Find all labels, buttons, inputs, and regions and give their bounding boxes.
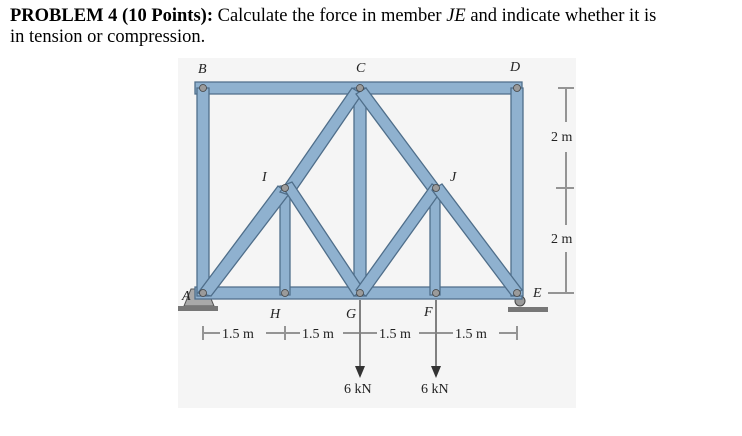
- label-E: E: [533, 286, 542, 301]
- pin-A: [200, 290, 207, 297]
- label-J: J: [450, 170, 457, 185]
- pin-C: [357, 85, 364, 92]
- pin-G: [357, 290, 364, 297]
- label-I: I: [262, 170, 267, 185]
- label-D: D: [510, 60, 521, 75]
- pin-D: [514, 85, 521, 92]
- load-label-G: 6 kN: [344, 382, 372, 397]
- problem-text-after: and indicate whether it is: [470, 6, 657, 26]
- label-B: B: [198, 62, 207, 77]
- dim-v-1: 2 m: [551, 130, 573, 145]
- label-G: G: [346, 307, 357, 322]
- member-DE-right-post: [511, 88, 523, 296]
- problem-text-before: Calculate the force in member: [217, 6, 442, 26]
- problem-line-2: in tension or compression.: [10, 27, 206, 47]
- pin-F: [433, 290, 440, 297]
- label-A: A: [182, 289, 191, 304]
- pin-B: [200, 85, 207, 92]
- member-CG-center-post: [354, 88, 366, 296]
- label-F: F: [424, 305, 433, 320]
- pin-J: [433, 185, 440, 192]
- problem-heading: PROBLEM 4 (10 Points):: [10, 6, 213, 26]
- pin-H: [282, 290, 289, 297]
- label-C: C: [356, 61, 366, 76]
- dim-h-1: 1.5 m: [222, 327, 254, 342]
- label-H: H: [270, 307, 281, 322]
- pin-E: [514, 290, 521, 297]
- member-AB-left-post: [197, 88, 209, 296]
- load-label-F: 6 kN: [421, 382, 449, 397]
- dim-h-4: 1.5 m: [455, 327, 487, 342]
- dim-h-3: 1.5 m: [379, 327, 411, 342]
- dim-v-2: 2 m: [551, 232, 573, 247]
- pin-I: [282, 185, 289, 192]
- problem-member: JE: [446, 6, 466, 26]
- dim-h-2: 1.5 m: [302, 327, 334, 342]
